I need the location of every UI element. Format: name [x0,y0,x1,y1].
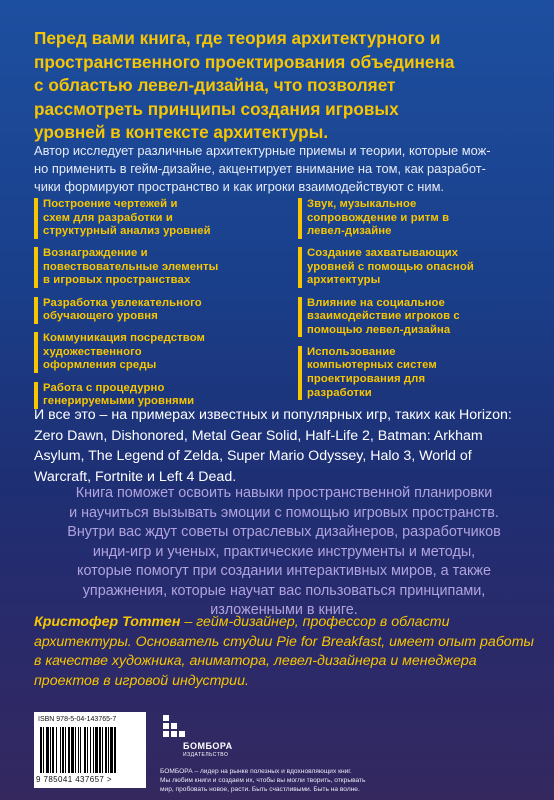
teaser-line: упражнения, которые научат вас пользоваться принципами, [82,582,486,599]
teaser-line: и научиться вызывать эмоции с помощью игровых пространств. [69,504,499,521]
topic-line: Коммуникация посредством [43,332,206,345]
lead-line: Перед вами книга, где теория архитектурного и [34,28,441,48]
publisher-blurb-line: Мы любим книги и создаем их, чтобы вы могли творить, открывать [160,777,366,784]
lead-line: с областью левел-дизайна, что позволяет [34,75,396,95]
barcode-stripe [80,727,81,773]
topic-line: компьютерных систем [307,359,437,372]
teaser-line: Книга поможет освоить навыки пространственной планировки [75,485,493,501]
author-bio-line: в качестве художника, аниматора, левел-дизайнера и менеджера [34,653,477,669]
topic-item [34,198,211,239]
games-line: Zero Dawn, Dishonored, Metal Gear Solid, Half-Life 2, Batman: Arkham [34,427,483,444]
barcode-stripe [43,727,44,773]
barcode-stripe [68,727,70,773]
topic-line: Создание захватывающих [307,247,459,260]
publisher-logo-name: БОМБОРА [183,741,233,751]
author-name: Кристофер Тоттен [34,614,181,630]
intro-line: но применить в гейм-дизайне, акцентирует внимание на том, как разработ- [34,161,486,176]
barcode-stripe [56,727,57,773]
teaser-line: инди-игр и ученых, практические инструменты и методы, [92,543,476,560]
topic-item [34,332,205,373]
topic-line: Использование [307,345,396,358]
barcode-stripe [93,727,94,773]
barcode-stripe [110,727,113,773]
barcode-stripe [87,727,88,773]
lead-paragraph [34,27,534,145]
barcode-stripe [62,727,64,773]
topic-line: архитектуры [307,274,381,287]
topic-line: обучающего уровня [43,310,158,323]
games-line: Asylum, The Legend of Zelda, Super Mario Odyssey, Halo 3, World of [34,448,472,464]
publisher-blurb [160,767,540,794]
teaser-line: изложенными в книге. [210,602,358,618]
topic-line: генерируемыми уровнями [43,395,195,408]
topic-item [34,297,202,324]
topic-line: Разработка увлекательного [43,296,202,309]
lead-line: рассмотреть принципы создания игровых [34,98,399,119]
topic-line: левел-дизайне [307,225,392,238]
topic-line: проектирования для [307,373,426,386]
teaser-line: Внутри вас ждут советы отраслевых дизайнеров, разработчиков [67,524,501,540]
barcode-stripe [114,727,116,773]
barcode-stripe [105,727,107,773]
teaser-line: которые помогут при создании интерактивных миров, а также [77,563,491,579]
barcode-stripe [78,727,79,773]
games-line: И все это – на примерах известных и популярных игр, таких как Horizon: [34,407,512,423]
topic-line: помощью левел-дизайна [307,323,451,336]
publisher-blurb-line: БОМБОРА – лидер на рынке полезных и вдохновляющих книг. [160,768,352,775]
topic-line: оформления среды [43,359,157,372]
topic-line: сопровождение и ритм в [307,211,450,224]
topic-item [298,297,460,338]
publisher-blurb-line: мир, пробовать новое, расти. Быть счастливыми. Быть на волне. [160,786,360,793]
barcode-stripe [108,727,109,773]
topic-line: Вознаграждение и [43,247,148,260]
author-bio-line: архитектуры. Основатель студии Pie for Breakfast, имеет опыт работы [34,633,534,650]
barcode-stripe [99,727,101,773]
games-line: Warcraft, Fortnite и Left 4 Dead. [34,468,237,485]
topic-line: структурный анализ уровней [43,225,211,238]
isbn-text: ISBN 978-5-04-143765-7 [38,716,117,723]
topic-line: взаимодействие игроков с [307,310,460,323]
author-bio-line: проектов в игровой индустрии. [34,672,249,689]
barcode-stripe [90,727,91,773]
barcode-stripe [65,727,66,773]
teaser-paragraph [34,484,534,621]
intro-paragraph [34,142,530,196]
barcode-stripe [71,727,74,773]
topic-line: повествовательные элементы [43,260,219,273]
topic-item [298,247,474,288]
topic-line: художественного [43,345,142,358]
barcode-stripe [52,727,54,773]
barcode-stripe [46,727,49,773]
topic-line: Работа с процедурно [43,381,165,394]
author-bio [34,613,534,691]
barcode-stripe [95,727,98,773]
barcode-stripe [40,727,42,773]
topic-line: уровней с помощью опасной [307,260,474,273]
topic-line: Построение чертежей и [43,198,178,210]
barcode-stripe [102,727,103,773]
barcode-stripe [84,727,86,773]
games-paragraph [34,405,534,487]
topic-line: разработки [307,386,372,399]
barcode-stripe [60,727,61,773]
publisher-logo-sub: ИЗДАТЕЛЬСТВО [183,752,229,758]
topic-item [298,346,437,400]
barcode-digits: 9 785041 437657 > [36,775,112,784]
topic-line: в игровых пространствах [43,274,191,287]
lead-line: уровней в контексте архитектуры. [34,122,329,142]
lead-line: пространственного проектирования объединена [34,51,455,72]
topic-line: схем для разработки и [43,211,173,224]
intro-line: Автор исследует различные архитектурные приемы и теории, которые мож- [34,143,491,158]
intro-line: чики формируют пространство и как игроки взаимодействуют с ним. [34,179,445,194]
barcode-stripe [50,727,51,773]
barcode-stripe [75,727,76,773]
barcode-icon [40,727,140,773]
topic-item [298,198,449,239]
topic-line: Звук, музыкальное [307,198,417,210]
topic-item [34,247,218,288]
author-bio-line: – гейм-дизайнер, профессор в области [180,614,450,630]
topic-line: Влияние на социальное [307,296,445,309]
barcode-label [34,712,146,788]
